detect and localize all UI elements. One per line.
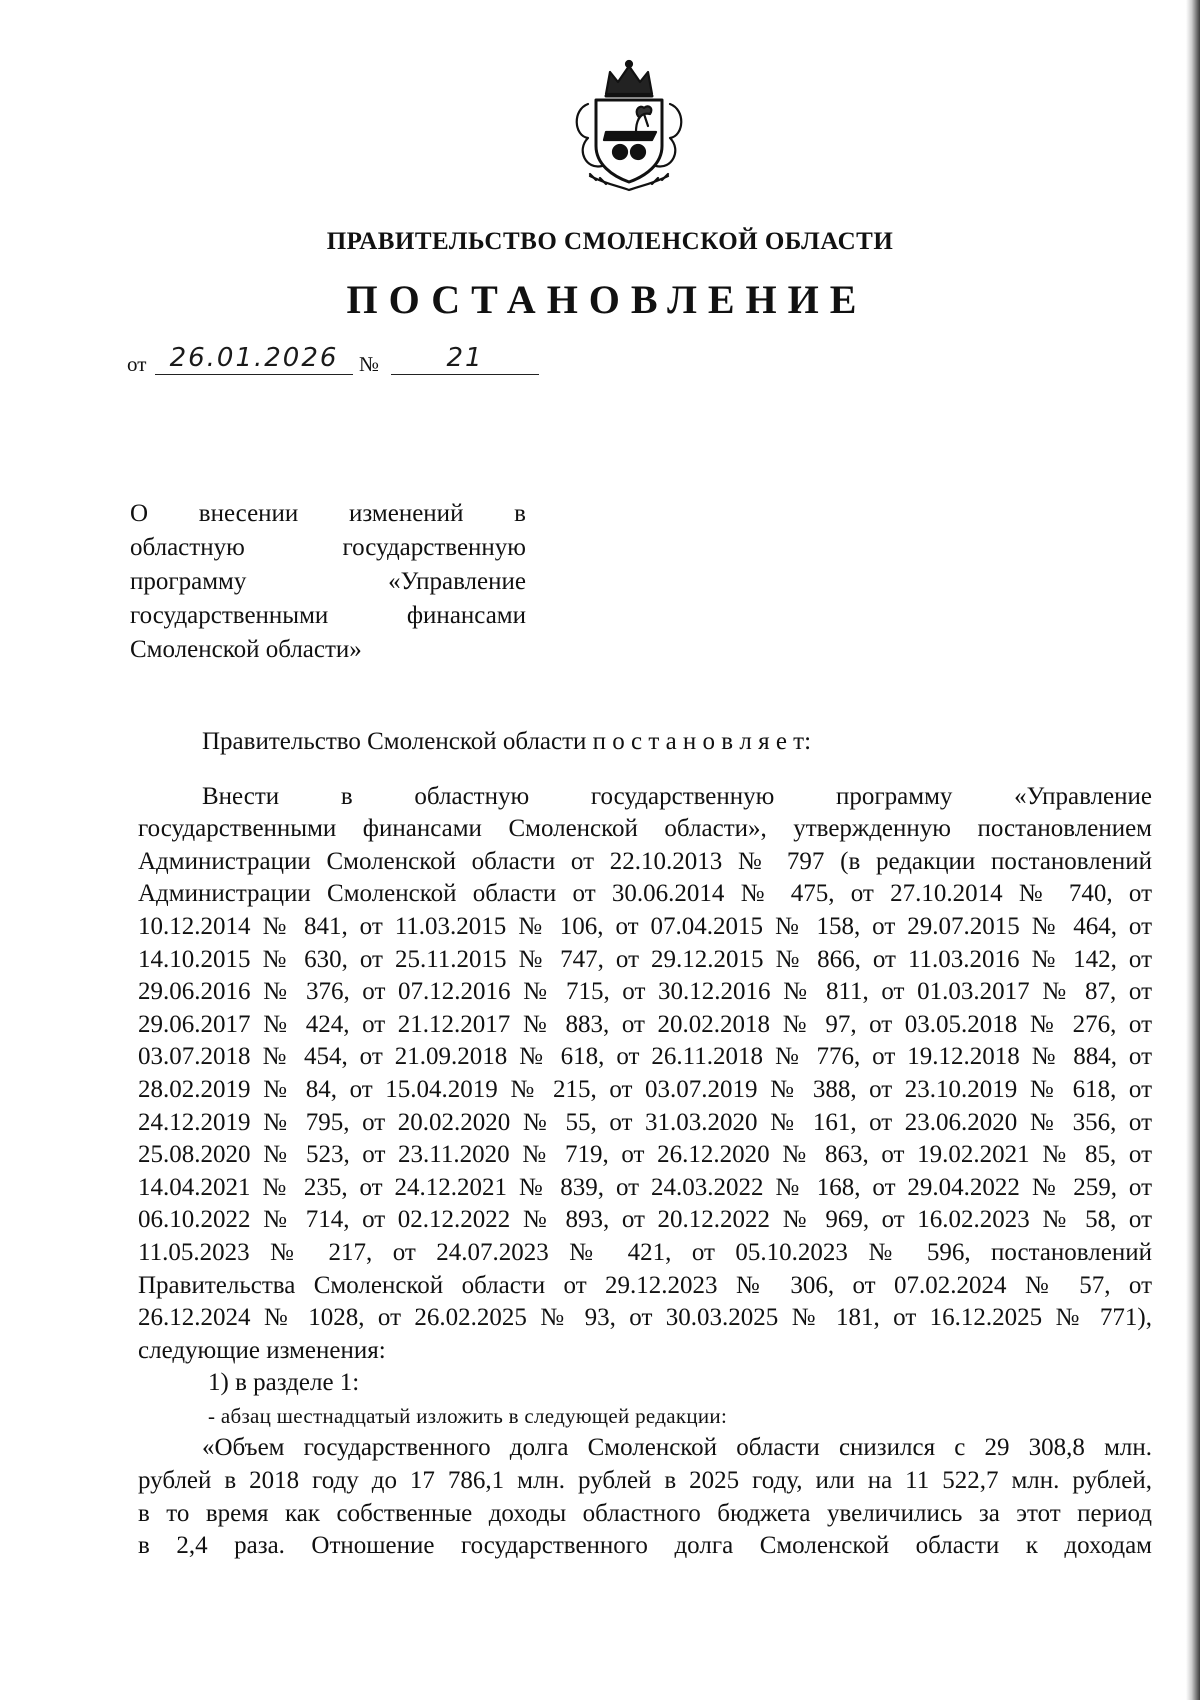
paragraph-line: 06.10.2022 № 714, от 02.12.2022 № 893, от 20.12.2022 № 969, от 16.02.2023 № 58, от <box>138 1206 1152 1234</box>
paragraph-line: Администрации Смоленской области от 30.06.2014 № 475, от 27.10.2014 № 740, от <box>138 880 1152 908</box>
paragraph-line: 28.02.2019 № 84, от 15.04.2019 № 215, от 03.07.2019 № 388, от 23.10.2019 № 618, от <box>138 1075 1152 1103</box>
title-line <box>130 497 526 531</box>
resolution-intro: Правительство Смоленской области п о с т а н о в л я е т: <box>202 728 812 755</box>
sub-item-paragraph-16: - абзац шестнадцатый изложить в следующей редакции: <box>208 1403 728 1428</box>
title-word: государственную <box>342 534 526 561</box>
paragraph-line: следующие изменения: <box>138 1336 386 1364</box>
paragraph-line: государственными финансами Смоленской области», утвержденную постановлением <box>138 815 1152 843</box>
title-word: в <box>514 500 526 527</box>
paragraph-line: 25.08.2020 № 523, от 23.11.2020 № 719, от 26.12.2020 № 863, от 19.02.2021 № 85, от <box>138 1141 1152 1169</box>
paragraph-line: Правительства Смоленской области от 29.12.2023 № 306, от 07.02.2024 № 57, от <box>138 1271 1152 1299</box>
paragraph-line: 11.05.2023 № 217, от 24.07.2023 № 421, от 05.10.2023 № 596, постановлений <box>138 1238 1152 1266</box>
title-word: государственными <box>130 602 329 629</box>
list-item-section-1: 1) в разделе 1: <box>208 1369 360 1397</box>
title-word: программу <box>130 568 247 595</box>
paragraph-line: Внести в областную государственную программу «Управление <box>202 782 1152 810</box>
date-prefix-label: от <box>127 352 147 376</box>
title-word: финансами <box>406 602 526 629</box>
title-word: внесении <box>198 500 299 527</box>
paragraph-line: 03.07.2018 № 454, от 21.09.2018 № 618, от 26.11.2018 № 776, от 19.12.2018 № 884, от <box>138 1043 1152 1071</box>
title-word: изменений <box>349 500 464 527</box>
title-word: «Управление <box>388 568 526 595</box>
quoted-paragraph <box>138 1432 1152 1562</box>
paragraph-line: 29.06.2017 № 424, от 21.12.2017 № 883, от 20.02.2018 № 97, от 03.05.2018 № 276, от <box>138 1010 1152 1038</box>
paragraph-line: рублей в 2018 году до 17 786,1 млн. рублей в 2025 году, или на 11 522,7 млн. рублей, <box>138 1467 1152 1495</box>
title-line <box>130 531 526 565</box>
title-word: областную <box>130 534 245 561</box>
title-line <box>130 599 526 633</box>
paragraph-line: 10.12.2014 № 841, от 11.03.2015 № 106, от 07.04.2015 № 158, от 29.07.2015 № 464, от <box>138 912 1152 940</box>
handwritten-date: 26.01.2026 <box>155 342 353 375</box>
smolensk-coat-of-arms-icon <box>566 58 692 194</box>
paragraph-line: в 2,4 раза. Отношение государственного долга Смоленской области к доходам <box>138 1532 1152 1560</box>
amendments-paragraph <box>138 781 1152 1368</box>
paragraph-line: 29.06.2016 № 376, от 07.12.2016 № 715, от 30.12.2016 № 811, от 01.03.2017 № 87, от <box>138 978 1152 1006</box>
paragraph-line: 14.10.2015 № 630, от 25.11.2015 № 747, от 29.12.2015 № 866, от 11.03.2016 № 142, от <box>138 945 1152 973</box>
document-type-title: ПОСТАНОВЛЕНИЕ <box>346 277 868 322</box>
paragraph-line: 14.04.2021 № 235, от 24.12.2021 № 839, от 24.03.2022 № 168, от 29.04.2022 № 259, от <box>138 1173 1152 1201</box>
title-line <box>130 565 526 599</box>
document-subject-title <box>130 497 526 667</box>
paragraph-line: Администрации Смоленской области от 22.10.2013 № 797 (в редакции постановлений <box>138 847 1152 875</box>
document-body <box>138 726 1152 1563</box>
government-name: ПРАВИТЕЛЬСТВО СМОЛЕНСКОЙ ОБЛАСТИ <box>326 228 894 255</box>
handwritten-number: 21 <box>391 342 539 375</box>
paragraph-line: 26.12.2024 № 1028, от 26.02.2025 № 93, от 30.03.2025 № 181, от 16.12.2025 № 771), <box>138 1304 1152 1332</box>
title-word: О <box>130 500 149 527</box>
number-label: № <box>359 352 380 376</box>
paragraph-line: в то время как собственные доходы областного бюджета увеличились за этот период <box>138 1499 1152 1527</box>
title-word: Смоленской области» <box>130 636 362 663</box>
paragraph-line: 24.12.2019 № 795, от 20.02.2020 № 55, от 31.03.2020 № 161, от 23.06.2020 № 356, от <box>138 1108 1152 1136</box>
paragraph-line: «Объем государственного долга Смоленской области снизился с 29 308,8 млн. <box>202 1434 1152 1462</box>
title-line <box>130 633 526 667</box>
